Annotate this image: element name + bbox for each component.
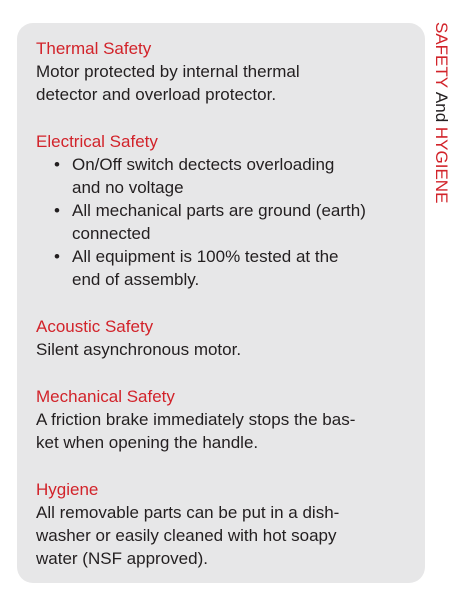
list-item <box>52 153 425 199</box>
section-mechanical-safety <box>36 385 425 454</box>
section-acoustic-safety <box>36 315 425 361</box>
section-title: Mechanical Safety <box>36 387 175 406</box>
section-body: Silent asynchronous motor. <box>36 340 242 359</box>
bullet-icon: • <box>54 201 60 220</box>
bullet-icon: • <box>54 247 60 266</box>
section-body: Motor protected by internal thermal detector and overload protector. <box>36 62 300 104</box>
section-title: Electrical Safety <box>36 132 158 151</box>
section-electrical-safety <box>36 130 425 291</box>
side-title-safety: SAFETY <box>432 22 451 89</box>
list-item-text: All equipment is 100% tested at the end of assembly. <box>72 247 339 289</box>
section-thermal-safety <box>36 37 425 106</box>
list-item <box>52 199 425 245</box>
info-card <box>17 23 425 583</box>
section-title: Hygiene <box>36 480 99 499</box>
list-item <box>52 245 425 291</box>
list-item-text: On/Off switch dectects overloading and no voltage <box>72 155 335 197</box>
side-title-hygiene: HYGIENE <box>432 126 451 204</box>
side-title-and: And <box>432 88 451 127</box>
list-item-text: All mechanical parts are ground (earth) connected <box>72 201 366 243</box>
section-title: Thermal Safety <box>36 39 152 58</box>
side-title <box>429 22 453 262</box>
bullet-icon: • <box>54 155 60 174</box>
section-body: All removable parts can be put in a dish- washer or easily cleaned with hot soapy water (NSF approved). <box>36 503 340 568</box>
section-title: Acoustic Safety <box>36 317 154 336</box>
section-hygiene <box>36 478 425 570</box>
section-body: A friction brake immediately stops the bas- ket when opening the handle. <box>36 410 356 452</box>
bullet-list <box>36 153 425 291</box>
